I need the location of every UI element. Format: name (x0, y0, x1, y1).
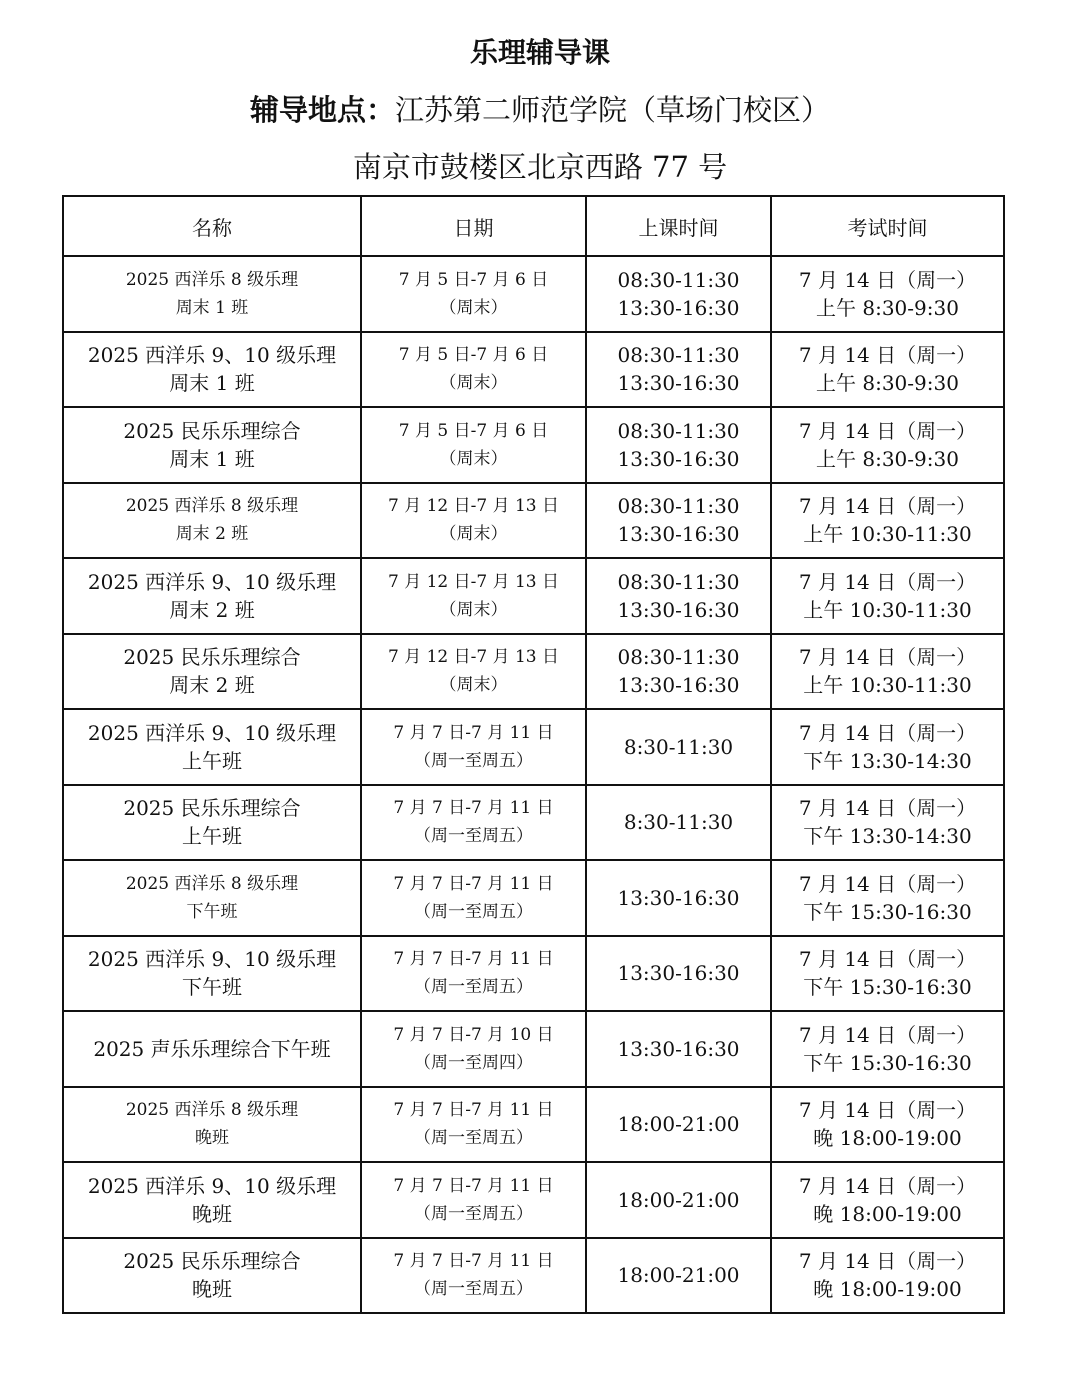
schedule-table (62, 195, 1005, 1314)
course-name-cell (63, 709, 361, 785)
header-exam-time: 考试时间 (771, 196, 1004, 256)
exam-time-line: 7 月 14 日（周一） (798, 645, 977, 670)
class-time-line: 18:00-21:00 (617, 1263, 740, 1288)
exam-time-cell (771, 1087, 1004, 1163)
location-line (0, 84, 1080, 136)
exam-time-line: 7 月 14 日（周一） (798, 1249, 977, 1274)
location-label: 辅导地点： (249, 93, 395, 127)
course-name-cell (63, 1011, 361, 1087)
header-name: 名称 (63, 196, 361, 256)
header-date: 日期 (361, 196, 586, 256)
exam-time-line: 7 月 14 日（周一） (798, 1098, 977, 1123)
table-row (63, 860, 1004, 936)
exam-time-line: 7 月 14 日（周一） (798, 343, 977, 368)
date-line: （周一至周五） (414, 901, 533, 922)
course-name-line: 2025 民乐乐理综合 (123, 645, 301, 670)
course-name-line: 2025 民乐乐理综合 (123, 418, 301, 443)
exam-time-cell (771, 860, 1004, 936)
course-name-line: 晚班 (192, 1277, 232, 1302)
class-time-line: 13:30-16:30 (617, 446, 740, 471)
course-name-line: 2025 西洋乐 9、10 级乐理 (87, 947, 337, 972)
exam-time-line: 7 月 14 日（周一） (798, 494, 977, 519)
class-time-line: 08:30-11:30 (617, 267, 740, 292)
date-line: 7 月 5 日-7 月 6 日 (398, 269, 549, 290)
date-line: （周一至周五） (414, 1128, 533, 1149)
exam-time-cell (771, 558, 1004, 634)
course-name-cell (63, 936, 361, 1012)
class-time-line: 13:30-16:30 (617, 673, 740, 698)
course-name-cell (63, 483, 361, 559)
class-time-line: 08:30-11:30 (617, 343, 740, 368)
course-name-cell (63, 1162, 361, 1238)
class-time-cell (586, 256, 771, 332)
date-line: （周一至周五） (414, 1203, 533, 1224)
table-row (63, 1011, 1004, 1087)
date-cell (361, 1162, 586, 1238)
class-time-line: 13:30-16:30 (617, 1036, 740, 1061)
date-line: （周末） (439, 373, 508, 394)
date-cell (361, 1011, 586, 1087)
exam-time-cell (771, 483, 1004, 559)
date-cell (361, 1238, 586, 1314)
course-name-cell (63, 256, 361, 332)
table-row (63, 1162, 1004, 1238)
course-name-line: 下午班 (182, 975, 242, 1000)
date-line: （周一至周五） (414, 826, 533, 847)
exam-time-line: 7 月 14 日（周一） (798, 947, 977, 972)
page-title: 乐理辅导课 (469, 36, 610, 69)
class-time-line: 8:30-11:30 (623, 734, 734, 759)
exam-time-line: 7 月 14 日（周一） (798, 418, 977, 443)
table-row (63, 936, 1004, 1012)
exam-time-cell (771, 709, 1004, 785)
exam-time-line: 上午 8:30-9:30 (816, 446, 959, 471)
class-time-cell (586, 1087, 771, 1163)
course-name-line: 上午班 (182, 748, 242, 773)
exam-time-cell (771, 1238, 1004, 1314)
course-name-line: 2025 西洋乐 8 级乐理 (125, 496, 299, 517)
class-time-cell (586, 332, 771, 408)
exam-time-line: 7 月 14 日（周一） (798, 871, 977, 896)
table-row (63, 1087, 1004, 1163)
class-time-line: 08:30-11:30 (617, 494, 740, 519)
date-cell (361, 860, 586, 936)
table-row (63, 709, 1004, 785)
course-name-line: 2025 西洋乐 8 级乐理 (125, 1100, 299, 1121)
table-row (63, 634, 1004, 710)
date-line: （周一至周五） (414, 1279, 533, 1300)
exam-time-cell (771, 332, 1004, 408)
exam-time-line: 7 月 14 日（周一） (798, 267, 977, 292)
class-time-cell (586, 407, 771, 483)
exam-time-cell (771, 256, 1004, 332)
schedule-body (63, 256, 1004, 1313)
course-name-line: 2025 民乐乐理综合 (123, 1249, 301, 1274)
exam-time-line: 下午 15:30-16:30 (803, 975, 972, 1000)
exam-time-line: 7 月 14 日（周一） (798, 796, 977, 821)
date-line: 7 月 12 日-7 月 13 日 (387, 571, 560, 592)
class-time-cell (586, 1238, 771, 1314)
class-time-line: 13:30-16:30 (617, 522, 740, 547)
date-cell (361, 785, 586, 861)
date-line: 7 月 12 日-7 月 13 日 (387, 496, 560, 517)
class-time-line: 08:30-11:30 (617, 569, 740, 594)
date-line: （周末） (439, 297, 508, 318)
table-header-row (63, 196, 1004, 256)
date-cell (361, 483, 586, 559)
date-line: 7 月 7 日-7 月 11 日 (393, 949, 554, 970)
exam-time-line: 晚 18:00-19:00 (813, 1201, 962, 1226)
date-line: 7 月 12 日-7 月 13 日 (387, 647, 560, 668)
date-line: 7 月 7 日-7 月 11 日 (393, 873, 554, 894)
course-name-cell (63, 332, 361, 408)
table-row (63, 1238, 1004, 1314)
exam-time-line: 7 月 14 日（周一） (798, 1173, 977, 1198)
table-row (63, 332, 1004, 408)
class-time-line: 13:30-16:30 (617, 961, 740, 986)
course-name-line: 周末 2 班 (169, 673, 255, 698)
course-name-cell (63, 1238, 361, 1314)
date-line: （周末） (439, 675, 508, 696)
class-time-cell (586, 1162, 771, 1238)
exam-time-line: 上午 10:30-11:30 (803, 673, 972, 698)
course-name-line: 2025 西洋乐 8 级乐理 (125, 269, 299, 290)
date-cell (361, 634, 586, 710)
course-name-line: 周末 1 班 (169, 446, 255, 471)
class-time-line: 13:30-16:30 (617, 885, 740, 910)
date-cell (361, 936, 586, 1012)
class-time-line: 18:00-21:00 (617, 1187, 740, 1212)
class-time-line: 08:30-11:30 (617, 645, 740, 670)
exam-time-line: 下午 15:30-16:30 (803, 1050, 972, 1075)
date-line: （周一至周五） (414, 977, 533, 998)
location-value: 江苏第二师范学院（草场门校区） (395, 93, 831, 127)
class-time-cell (586, 860, 771, 936)
class-time-line: 13:30-16:30 (617, 295, 740, 320)
course-name-cell (63, 1087, 361, 1163)
course-name-line: 晚班 (192, 1201, 232, 1226)
exam-time-cell (771, 1162, 1004, 1238)
date-line: （周末） (439, 448, 508, 469)
date-line: 7 月 7 日-7 月 11 日 (393, 722, 554, 743)
class-time-cell (586, 936, 771, 1012)
date-line: （周末） (439, 524, 508, 545)
exam-time-line: 上午 10:30-11:30 (803, 597, 972, 622)
exam-time-cell (771, 634, 1004, 710)
exam-time-line: 晚 18:00-19:00 (813, 1277, 962, 1302)
table-row (63, 785, 1004, 861)
course-name-cell (63, 785, 361, 861)
exam-time-line: 7 月 14 日（周一） (798, 1022, 977, 1047)
class-time-line: 8:30-11:30 (623, 810, 734, 835)
course-name-line: 2025 民乐乐理综合 (123, 796, 301, 821)
exam-time-line: 7 月 14 日（周一） (798, 569, 977, 594)
exam-time-cell (771, 785, 1004, 861)
date-cell (361, 709, 586, 785)
date-line: 7 月 7 日-7 月 11 日 (393, 798, 554, 819)
class-time-line: 13:30-16:30 (617, 597, 740, 622)
date-line: （周一至周四） (414, 1052, 533, 1073)
course-name-cell (63, 407, 361, 483)
exam-time-line: 下午 13:30-14:30 (803, 748, 972, 773)
exam-time-line: 上午 10:30-11:30 (803, 522, 972, 547)
table-row (63, 407, 1004, 483)
class-time-line: 13:30-16:30 (617, 371, 740, 396)
table-row (63, 558, 1004, 634)
exam-time-line: 晚 18:00-19:00 (813, 1126, 962, 1151)
date-line: （周一至周五） (414, 750, 533, 771)
date-cell (361, 558, 586, 634)
exam-time-cell (771, 407, 1004, 483)
course-name-line: 周末 1 班 (175, 297, 249, 318)
exam-time-line: 下午 15:30-16:30 (803, 899, 972, 924)
date-line: 7 月 5 日-7 月 6 日 (398, 420, 549, 441)
class-time-cell (586, 558, 771, 634)
class-time-line: 08:30-11:30 (617, 418, 740, 443)
course-name-line: 周末 1 班 (169, 371, 255, 396)
course-name-line: 下午班 (186, 901, 238, 922)
exam-time-line: 上午 8:30-9:30 (816, 371, 959, 396)
exam-time-line: 下午 13:30-14:30 (803, 824, 972, 849)
course-name-cell (63, 558, 361, 634)
course-name-cell (63, 634, 361, 710)
course-name-line: 周末 2 班 (175, 524, 249, 545)
date-cell (361, 256, 586, 332)
exam-time-cell (771, 1011, 1004, 1087)
class-time-line: 18:00-21:00 (617, 1112, 740, 1137)
course-name-line: 2025 西洋乐 9、10 级乐理 (87, 1173, 337, 1198)
course-name-line: 上午班 (182, 824, 242, 849)
class-time-cell (586, 785, 771, 861)
address-line: 南京市鼓楼区北京西路 77 号 (352, 150, 728, 184)
course-name-line: 2025 西洋乐 9、10 级乐理 (87, 569, 337, 594)
date-line: 7 月 7 日-7 月 11 日 (393, 1175, 554, 1196)
course-name-line: 2025 西洋乐 8 级乐理 (125, 873, 299, 894)
course-name-line: 2025 声乐乐理综合下午班 (93, 1036, 331, 1061)
class-time-cell (586, 634, 771, 710)
table-row (63, 483, 1004, 559)
class-time-cell (586, 483, 771, 559)
class-time-cell (586, 1011, 771, 1087)
date-cell (361, 332, 586, 408)
date-line: 7 月 7 日-7 月 11 日 (393, 1100, 554, 1121)
date-line: 7 月 7 日-7 月 11 日 (393, 1251, 554, 1272)
date-cell (361, 407, 586, 483)
exam-time-line: 7 月 14 日（周一） (798, 720, 977, 745)
table-row (63, 256, 1004, 332)
course-name-line: 周末 2 班 (169, 597, 255, 622)
class-time-cell (586, 709, 771, 785)
course-name-cell (63, 860, 361, 936)
date-cell (361, 1087, 586, 1163)
exam-time-line: 上午 8:30-9:30 (816, 295, 959, 320)
course-name-line: 晚班 (195, 1128, 229, 1149)
header-class-time: 上课时间 (586, 196, 771, 256)
date-line: （周末） (439, 599, 508, 620)
date-line: 7 月 7 日-7 月 10 日 (393, 1024, 554, 1045)
course-name-line: 2025 西洋乐 9、10 级乐理 (87, 343, 337, 368)
course-name-line: 2025 西洋乐 9、10 级乐理 (87, 720, 337, 745)
date-line: 7 月 5 日-7 月 6 日 (398, 345, 549, 366)
exam-time-cell (771, 936, 1004, 1012)
